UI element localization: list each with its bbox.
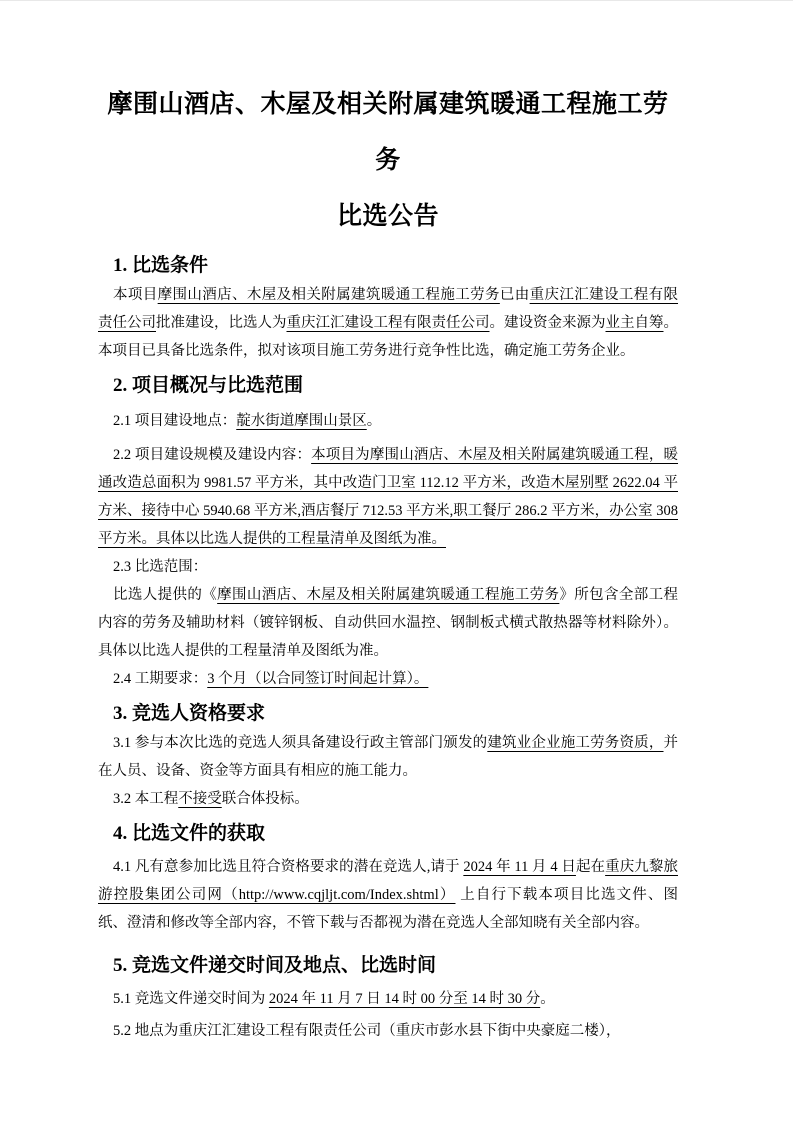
document-title xyxy=(98,77,678,245)
text-run: 起在 xyxy=(575,859,606,875)
text-run: 并在人员、设备、资金等方面具有相应的施工能力。 xyxy=(98,735,679,779)
item-4-1 xyxy=(98,853,678,937)
section2-heading: 2. 项目概况与比选范围 xyxy=(113,375,304,396)
underlined-scope-description: 本项目为摩围山酒店、木屋及相关附属建筑暖通工程，暖通改造总面积为 9981.57 平方米，其中改造门卫室 112.12 平方米，改造木屋别墅 2622.04 平方米、接待中心 5940.68 平方米,酒店餐厅 712.53 平方米,职工餐厅 286.2 平方米，办公室 308 平方米。具体以比选人提供的工程量清单及图纸为准。 xyxy=(98,447,679,547)
text-run: 4.1 凡有意参加比选且符合资格要求的潜在竞选人,请于 xyxy=(113,859,464,875)
text-run: 。建设资金来源为 xyxy=(489,315,606,331)
underlined-qualification: 建筑业企业施工劳务资质， xyxy=(487,735,664,751)
item-3-1 xyxy=(98,729,678,785)
text-run: 。本项目已具备比选条件，拟对该项目施工劳务进行竞争性比选，确定施工劳务企业。 xyxy=(98,315,678,359)
underlined-company-name: 重庆江汇建设工程有限责任公司 xyxy=(98,287,679,331)
underlined-website: 重庆九黎旅游控股集团公司网（http://www.cqjljt.com/Index.shtml） xyxy=(98,859,678,903)
text-run: 本项目 xyxy=(113,287,158,303)
item-2-4 xyxy=(98,665,678,693)
text-run: 3.2 本工程 xyxy=(113,791,179,807)
document-content xyxy=(98,77,678,1045)
underlined-duration: 3 个月（以合同签订时间起计算）。 xyxy=(207,671,429,687)
item-2-3-heading: 2.3 比选范围： xyxy=(113,559,208,575)
section5-heading: 5. 竞选文件递交时间及地点、比选时间 xyxy=(113,955,437,976)
title-line-1: 摩围山酒店、木屋及相关附属建筑暖通工程施工劳务 xyxy=(107,91,669,174)
text-run: 。 xyxy=(540,991,555,1007)
text-run: 联合体投标。 xyxy=(221,791,309,807)
text-run: 》所包含全部工程内容的劳务及辅助材料（镀锌钢板、自动供回水温控、钢制板式横式散热器等材料除外）。具体以比选人提供的工程量清单及图纸为准。 xyxy=(98,587,679,659)
underlined-funding-source: 业主自筹 xyxy=(605,315,664,331)
text-run: 5.2 地点为重庆江汇建设工程有限责任公司（重庆市彭水县下街中央豪庭二楼）， xyxy=(113,1023,621,1039)
item-2-2 xyxy=(98,441,678,553)
item-5-1 xyxy=(98,985,678,1013)
underlined-not-accept: 不接受 xyxy=(178,791,222,807)
underlined-project-name: 摩围山酒店、木屋及相关附属建筑暖通工程施工劳务 xyxy=(157,287,500,303)
section4-heading: 4. 比选文件的获取 xyxy=(113,823,266,844)
text-run: 2.2 项目建设规模及建设内容： xyxy=(113,447,312,463)
item-2-1 xyxy=(98,407,678,435)
text-run: 2.1 项目建设地点： xyxy=(113,413,237,429)
section1-heading: 1. 比选条件 xyxy=(113,255,209,276)
text-run: 上自行下载本项目比选文件、图纸、澄清和修改等全部内容，不管下载与否都视为潜在竞选人全部知晓有关全部内容。 xyxy=(98,887,678,931)
text-run: 比选人提供的《 xyxy=(113,587,218,603)
underlined-company-name: 重庆江汇建设工程有限责任公司 xyxy=(286,315,490,331)
underlined-location: 靛水街道摩围山景区 xyxy=(236,413,367,429)
underlined-submission-time: 2024 年 11 月 7 日 14 时 00 分至 14 时 30 分 xyxy=(268,991,541,1007)
item-2-3-paragraph xyxy=(98,581,678,665)
text-run: 3.1 参与本次比选的竞选人须具备建设行政主管部门颁发的 xyxy=(113,735,488,751)
text-run: 5.1 竞选文件递交时间为 xyxy=(113,991,269,1007)
title-line-2: 比选公告 xyxy=(336,203,439,230)
text-run: 。 xyxy=(366,413,382,429)
underlined-release-date: 2024 年 11 月 4 日 xyxy=(463,859,576,875)
item-3-2 xyxy=(98,785,678,813)
section3-heading: 3. 竞选人资格要求 xyxy=(113,703,266,724)
underlined-project-name: 摩围山酒店、木屋及相关附属建筑暖通工程施工劳务 xyxy=(217,587,560,603)
text-run: 已由 xyxy=(499,287,530,303)
item-5-2 xyxy=(98,1017,678,1045)
text-run: 批准建设，比选人为 xyxy=(156,315,287,331)
section1-paragraph xyxy=(98,281,678,365)
text-run: 2.4 工期要求： xyxy=(113,671,208,687)
